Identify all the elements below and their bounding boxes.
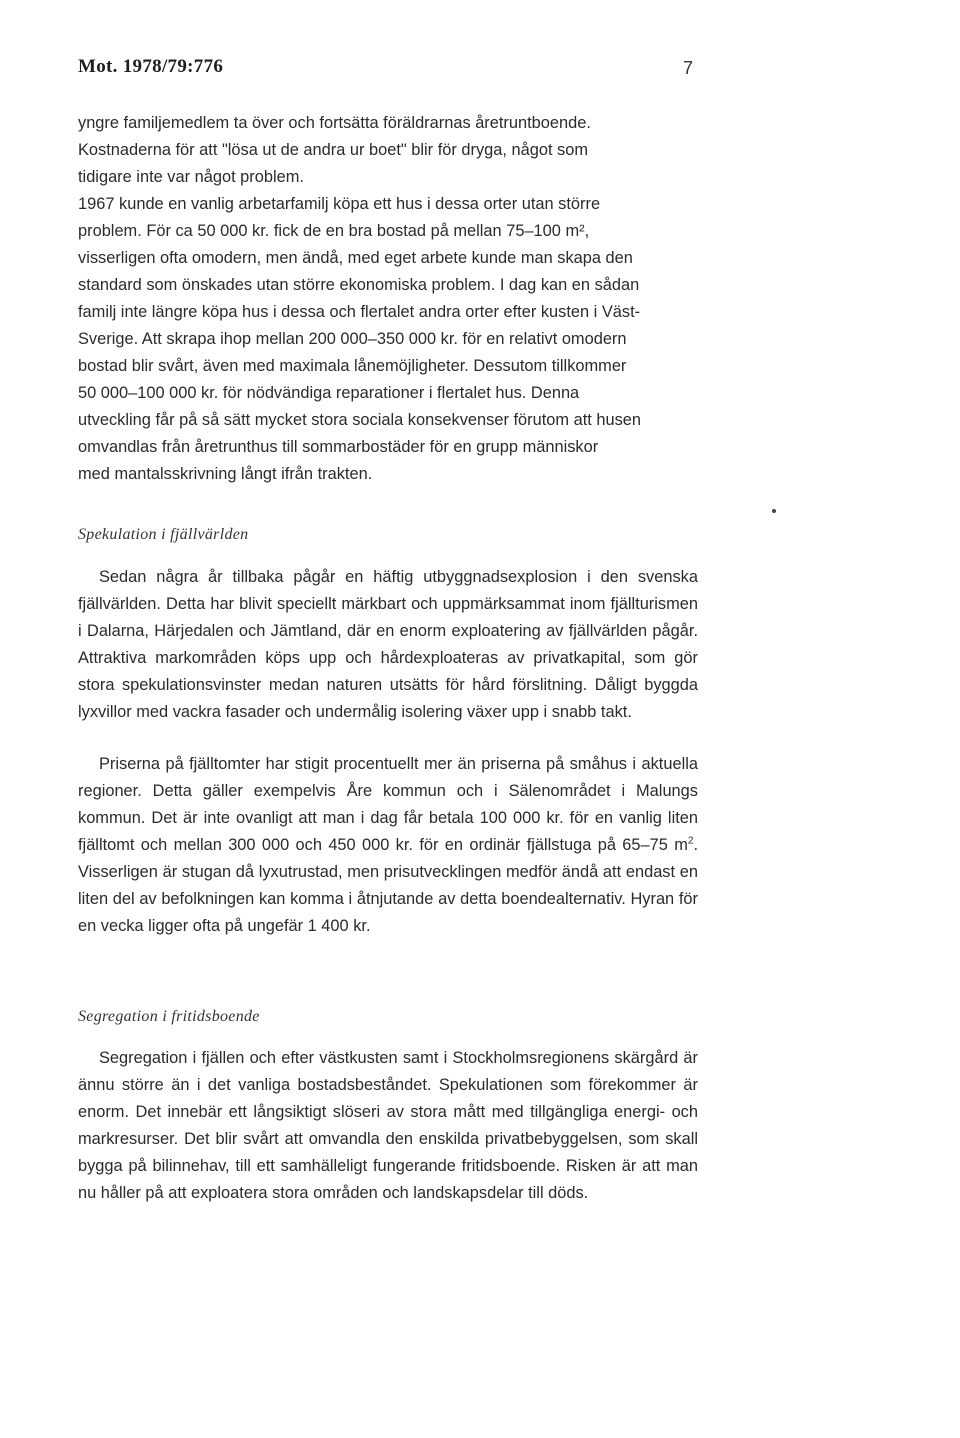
paragraph-priser-part2: . Visserligen är stugan då lyxutrustad, men prisutvecklingen medför ändå att endast en liten del av befolkningen kan komma i åtnjutande av detta boendealternativ. Hyran för en vecka ligger ofta på ungefär 1 400 kr. bbox=[78, 836, 698, 935]
text-line: yngre familjemedlem ta över och fortsätta föräldrarnas åretruntboende. bbox=[78, 114, 591, 132]
paragraph-priser bbox=[78, 751, 698, 940]
stray-dot bbox=[772, 509, 776, 513]
text-line: standard som önskades utan större ekonomiska problem. I dag kan en sådan bbox=[78, 276, 640, 294]
text-line: problem. För ca 50 000 kr. fick de en bra bostad på mellan 75–100 m², bbox=[78, 222, 590, 240]
text-line: Sverige. Att skrapa ihop mellan 200 000–350 000 kr. för en relativt omodern bbox=[78, 330, 627, 348]
text-line: visserligen ofta omodern, men ändå, med eget arbete kunde man skapa den bbox=[78, 249, 633, 267]
text-line: utveckling får på så sätt mycket stora sociala konsekvenser förutom att husen bbox=[78, 411, 642, 429]
superscript-two: 2 bbox=[687, 835, 694, 847]
paragraph-segregation: Segregation i fjällen och efter västkusten samt i Stockholmsregionens skärgård är ännu större än i det vanliga bostadsbeståndet. Spekulationen som förekommer är enorm. Det innebär ett långsiktigt slöseri av stora mått med tillgängliga energi- och markresurser. Det blir svårt att omvandla den enskilda privatbebyggelsen, som skall bygga på bilinnehav, till ett samhälleligt fungerande fritidsboende. Risken är att man nu håller på att exploatera stora områden och landskapsdelar till döds. bbox=[78, 1049, 698, 1202]
text-line: 50 000–100 000 kr. för nödvändiga reparationer i flertalet hus. Denna bbox=[78, 384, 580, 402]
text-line: familj inte längre köpa hus i dessa och flertalet andra orter efter kusten i Väst- bbox=[78, 303, 641, 321]
page-number: 7 bbox=[683, 58, 694, 78]
text-line: med mantalsskrivning långt ifrån trakten. bbox=[78, 465, 373, 483]
paragraph-priser-part1: Priserna på fjälltomter har stigit procentuellt mer än priserna på småhus i aktuella regioner. Detta gäller exempelvis Åre kommun och i Sälenområdet i Malungs kommun. Det är inte ovanligt att man i dag får betala 100 000 kr. för en vanlig liten fjälltomt och mellan 300 000 och 450 000 kr. för en ordinär fjällstuga på 65–75 m bbox=[78, 755, 698, 854]
text-line: bostad blir svårt, även med maximala lånemöjligheter. Dessutom tillkommer bbox=[78, 357, 627, 375]
text-line: tidigare inte var något problem. bbox=[78, 168, 304, 186]
text-line: 1967 kunde en vanlig arbetarfamilj köpa ett hus i dessa orter utan större bbox=[78, 195, 601, 213]
section-heading-spekulation: Spekulation i fjällvärlden bbox=[78, 526, 249, 543]
section-heading-segregation: Segregation i fritidsboende bbox=[78, 1008, 260, 1025]
paragraph-intro bbox=[78, 110, 698, 488]
paragraph-fjallvarlden: Sedan några år tillbaka pågår en häftig utbyggnadsexplosion i den svenska fjällvärlden. Detta har blivit speciellt märkbart och uppmärksammat inom fjällturismen i Dalarna, Härjedalen och Jämtland, där en enorm exploatering av fjällvärlden pågår. Attraktiva markområden köps upp och hårdexploateras av privatkapital, som gör stora spekulationsvinster medan naturen utsätts för hård förslitning. Dåligt byggda lyxvillor med vackra fasader och undermålig isolering växer upp i snabb takt. bbox=[78, 568, 698, 721]
motion-reference: Mot. 1978/79:776 bbox=[78, 56, 224, 77]
text-line: omvandlas från åretrunthus till sommarbostäder för en grupp människor bbox=[78, 438, 599, 456]
text-line: Kostnaderna för att "lösa ut de andra ur boet" blir för dryga, något som bbox=[78, 141, 589, 159]
